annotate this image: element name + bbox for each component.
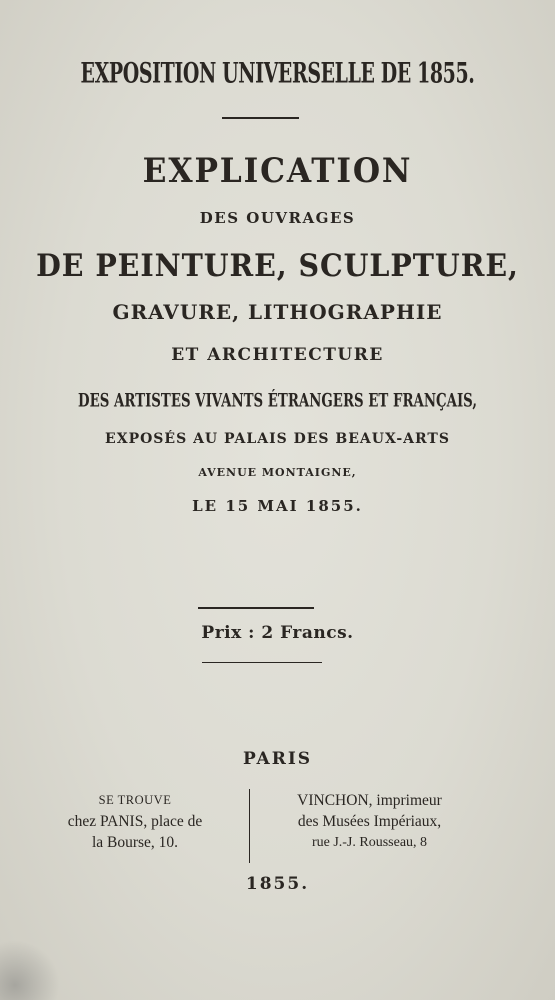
imprint-right-column (262, 790, 477, 853)
title-line-artistes: DES ARTISTES VIVANTS ÉTRANGERS ET FRANÇAIS, (78, 389, 477, 412)
title-line-gravure: GRAVURE, LITHOGRAPHIE (112, 300, 443, 324)
title-line-peinture-sculpture: DE PEINTURE, SCULPTURE, (36, 248, 519, 284)
imprint-left-line-1: SE TROUVE (98, 793, 172, 807)
imprint-year: 1855. (245, 874, 310, 894)
title-main: EXPLICATION (142, 151, 413, 191)
title-line-architecture: ET ARCHITECTURE (171, 345, 384, 365)
title-line-exposes: EXPOSÉS AU PALAIS DES BEAUX-ARTS (105, 431, 450, 447)
paper-stain (0, 940, 60, 1000)
imprint-divider (249, 789, 250, 863)
imprint-city: PARIS (242, 749, 313, 769)
price-rule-top (198, 607, 314, 609)
imprint-left-column (40, 790, 230, 853)
imprint-left-line-3: la Bourse, 10. (91, 834, 179, 851)
header-rule (222, 117, 299, 119)
imprint-right-line-3: rue J.-J. Rousseau, 8 (311, 835, 428, 850)
title-line-date: LE 15 MAI 1855. (192, 497, 363, 515)
exhibition-heading: EXPOSITION UNIVERSELLE DE 1855. (80, 57, 475, 90)
title-line-avenue: AVENUE MONTAIGNE, (198, 466, 357, 479)
price-rule-bottom (202, 662, 322, 663)
title-line-des-ouvrages: DES OUVRAGES (199, 209, 356, 227)
imprint-right-line-2: des Musées Impériaux, (297, 813, 442, 830)
imprint-right-line-1: VINCHON, imprimeur (297, 792, 442, 809)
price-label: Prix : 2 Francs. (201, 623, 354, 643)
imprint-left-line-2: chez PANIS, place de (67, 813, 203, 830)
